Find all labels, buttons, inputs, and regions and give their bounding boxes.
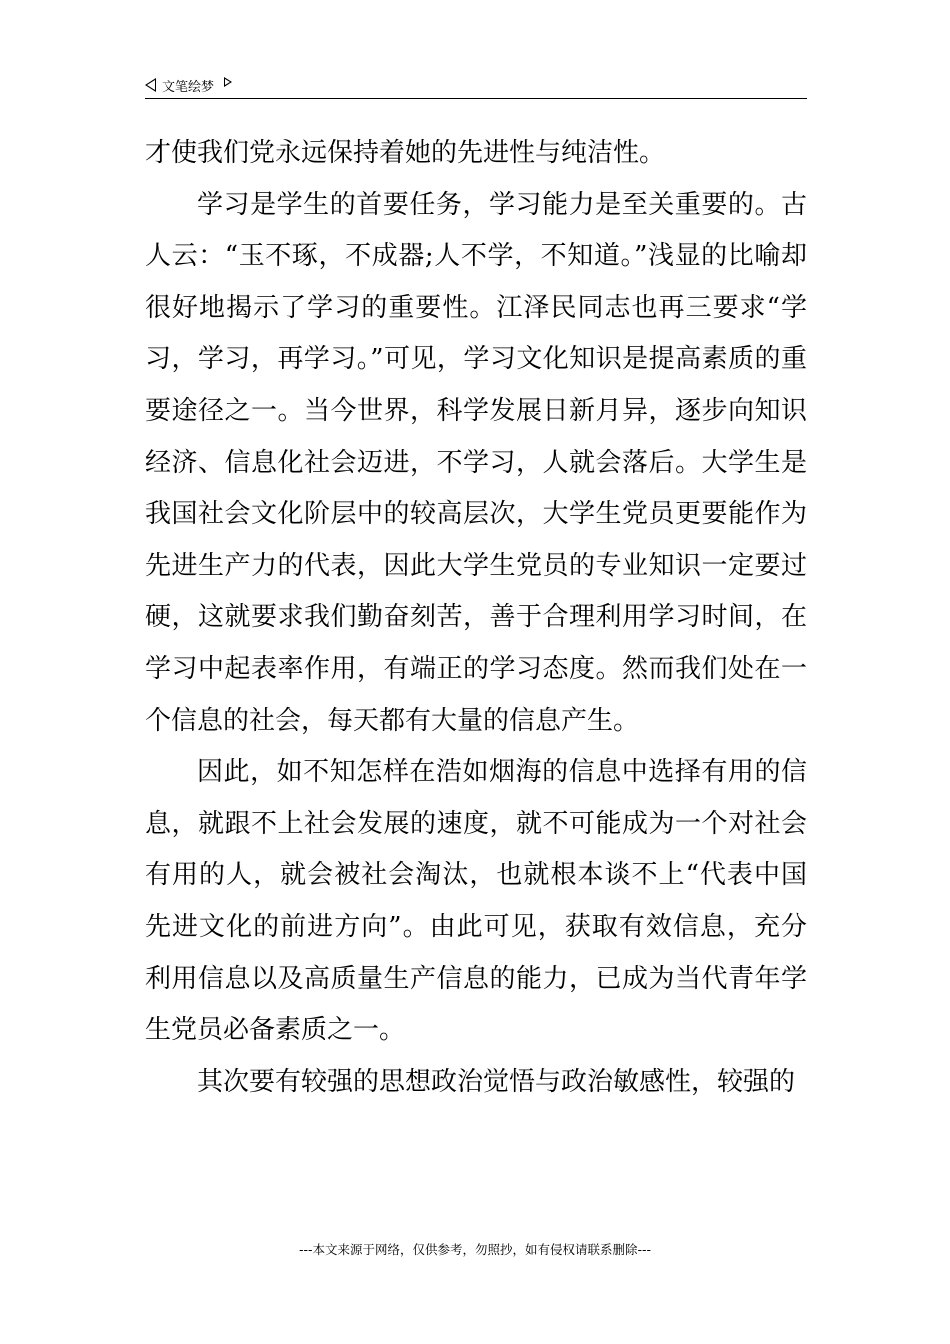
header-title: 文笔绘梦	[162, 79, 215, 95]
paragraph-1: 才使我们党永远保持着她的先进性与纯洁性。	[145, 138, 666, 168]
page-header	[145, 74, 807, 100]
paragraph-4: 其次要有较强的思想政治觉悟与政治敏感性，较强的	[197, 1066, 796, 1097]
left-triangle-icon	[145, 78, 156, 92]
header-divider	[145, 98, 807, 99]
right-triangle-icon	[224, 77, 232, 87]
document-body	[145, 128, 807, 1108]
paragraph-3: 因此，如不知怎样在浩如烟海的信息中选择有用的信息，就跟不上社会发展的速度，就不可能成为一个对社会有用的人，就会被社会淘汰，也就根本谈不上“代表中国先进文化的前进方向”。由此可见，获取有效信息，充分利用信息以及高质量生产信息的能力，已成为当代青年学生党员必备素质之一。	[145, 757, 807, 1046]
header-brand	[145, 74, 232, 96]
paragraph-2: 学习是学生的首要任务，学习能力是至关重要的。古人云：“玉不琢，不成器;人不学，不知道。”浅显的比喻却很好地揭示了学习的重要性。江泽民同志也再三要求“学习，学习，再学习。”可见，学习文化知识是提高素质的重要途径之一。当今世界，科学发展日新月异，逐步向知识经济、信息化社会迈进，不学习，人就会落后。大学生是我国社会文化阶层中的较高层次，大学生党员更要能作为先进生产力的代表，因此大学生党员的专业知识一定要过硬，这就要求我们勤奋刻苦，善于合理利用学习时间，在学习中起表率作用，有端正的学习态度。然而我们处在一个信息的社会，每天都有大量的信息产生。	[145, 189, 807, 736]
footer-notice: ---本文来源于网络，仅供参考，勿照抄，如有侵权请联系删除---	[298, 1242, 652, 1257]
